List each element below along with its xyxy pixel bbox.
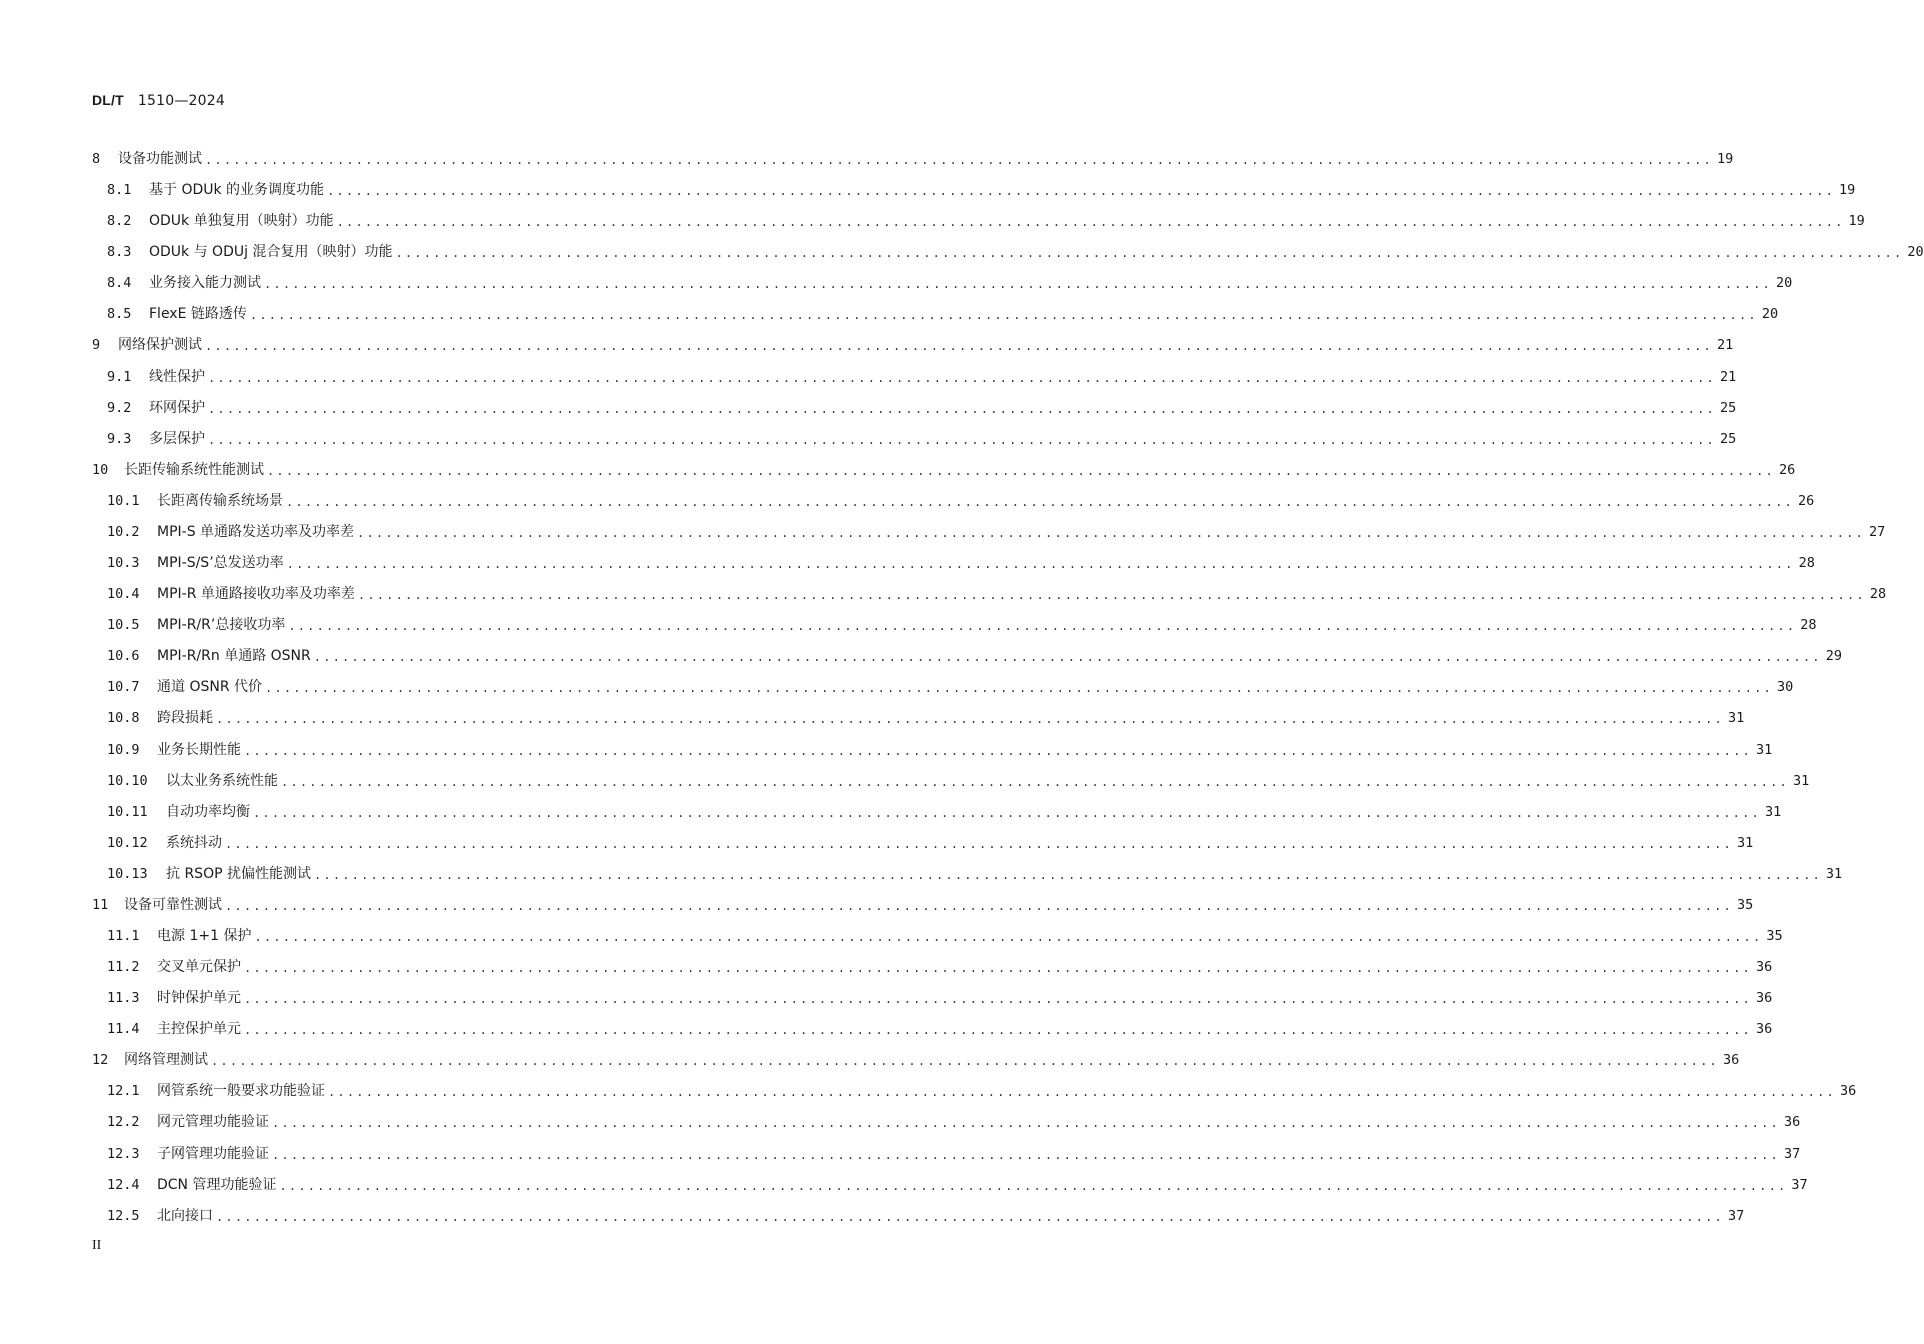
- toc-entry[interactable]: [107, 1109, 1801, 1131]
- toc-leader-dots: ................................................................................................................................................................: [208, 401, 1716, 416]
- toc-page-number: 36: [1783, 1114, 1801, 1131]
- toc-page-number: 28: [1798, 555, 1815, 572]
- toc-section-number: 8.4: [107, 275, 132, 292]
- toc-page-number: 35: [1766, 928, 1783, 944]
- toc-title: MPI-R 单通路接收功率及功率差: [157, 586, 355, 603]
- toc-page-number: 29: [1825, 648, 1842, 665]
- toc-leader-dots: ................................................................................................................................................................: [225, 898, 1733, 913]
- toc-entry[interactable]: [92, 892, 1754, 914]
- toc-title: 环网保护: [149, 399, 205, 416]
- toc-entry[interactable]: [107, 550, 1815, 572]
- toc-section-number: 10.6: [107, 648, 140, 665]
- toc-section-number: 12.4: [107, 1176, 140, 1193]
- toc-leader-dots: ................................................................................................................................................................: [265, 681, 1773, 696]
- toc-leader-dots: ................................................................................................................................................................: [205, 339, 1713, 354]
- toc-page-number: 31: [1755, 741, 1773, 758]
- toc-page-number: 25: [1719, 430, 1737, 447]
- toc-section-number: 8.1: [107, 182, 132, 199]
- toc-entry[interactable]: [107, 768, 1810, 790]
- toc-leader-dots: ................................................................................................................................................................: [216, 712, 1724, 727]
- toc-section-number: 10.4: [107, 586, 140, 603]
- toc-page-number: 35: [1736, 896, 1754, 913]
- toc-entry[interactable]: [107, 985, 1773, 1007]
- toc-page-number: 37: [1791, 1176, 1808, 1193]
- toc-title: 以太业务系统性能: [166, 772, 278, 789]
- toc-page-number: 37: [1783, 1145, 1801, 1162]
- toc-entry[interactable]: [92, 146, 1734, 168]
- toc-title: 北向接口: [157, 1207, 213, 1224]
- toc-entry[interactable]: [107, 239, 1924, 261]
- toc-section-number: 8.3: [107, 244, 132, 261]
- toc-entry[interactable]: [107, 488, 1815, 510]
- toc-title: FlexE 链路透传: [149, 306, 247, 323]
- page-number: II: [92, 1238, 102, 1253]
- toc-section-number: 12: [92, 1052, 109, 1069]
- toc-page-number: 26: [1797, 492, 1815, 509]
- toc-section-number: 10.5: [107, 617, 140, 634]
- toc-section-number: 9: [92, 337, 101, 354]
- toc-leader-dots: ................................................................................................................................................................: [244, 992, 1752, 1007]
- toc-section-number: 10.13: [107, 865, 148, 882]
- toc-section-number: 8.2: [107, 213, 132, 230]
- toc-title: 主控保护单元: [157, 1021, 241, 1038]
- toc-entry[interactable]: [107, 737, 1773, 759]
- toc-title: 子网管理功能验证: [157, 1145, 269, 1162]
- toc-entry[interactable]: [107, 1016, 1773, 1038]
- toc-title: 设备可靠性测试: [124, 896, 222, 913]
- toc-leader-dots: ................................................................................................................................................................: [395, 246, 1904, 261]
- toc-page-number: 31: [1764, 803, 1782, 820]
- toc-leader-dots: ................................................................................................................................................................: [357, 588, 1866, 603]
- toc-section-number: 10.10: [107, 772, 148, 789]
- toc-section-number: 10.12: [107, 834, 148, 851]
- toc-section-number: 10.2: [107, 523, 140, 540]
- toc-leader-dots: ................................................................................................................................................................: [244, 743, 1752, 758]
- toc-title: 系统抖动: [166, 834, 222, 851]
- toc-section-number: 10.7: [107, 679, 140, 696]
- toc-section-number: 9.1: [107, 368, 132, 385]
- toc-page-number: 36: [1755, 990, 1773, 1007]
- toc-section-number: 9.2: [107, 399, 132, 416]
- toc-title: 网络管理测试: [124, 1052, 208, 1069]
- toc-section-number: 12.3: [107, 1145, 140, 1162]
- toc-leader-dots: ................................................................................................................................................................: [288, 619, 1797, 634]
- toc-title: 网络保护测试: [118, 337, 202, 354]
- toc-section-number: 11.3: [107, 990, 140, 1007]
- toc-page-number: 28: [1800, 617, 1817, 634]
- toc-leader-dots: ................................................................................................................................................................: [336, 215, 1845, 230]
- toc-section-number: 8.5: [107, 306, 132, 323]
- toc-leader-dots: ................................................................................................................................................................: [264, 277, 1772, 292]
- toc-entry[interactable]: [107, 1078, 1857, 1100]
- toc-page-number: 31: [1825, 865, 1843, 882]
- toc-page-number: 19: [1848, 213, 1865, 230]
- toc-page-number: 31: [1727, 710, 1745, 727]
- toc-title: 多层保护: [149, 430, 205, 447]
- toc-title: DCN 管理功能验证: [157, 1176, 277, 1193]
- toc-title: 跨段损耗: [157, 710, 213, 727]
- toc-page-number: 36: [1755, 1021, 1773, 1038]
- toc-entry[interactable]: [107, 954, 1773, 976]
- toc-section-number: 10.3: [107, 555, 140, 572]
- toc-leader-dots: ................................................................................................................................................................: [281, 774, 1789, 789]
- toc-entry[interactable]: [107, 581, 1887, 603]
- toc-section-number: 11.1: [107, 928, 140, 944]
- toc-page-number: 20: [1775, 275, 1793, 292]
- toc-section-number: 8: [92, 151, 101, 167]
- toc-title: ODUk 单独复用（映射）功能: [149, 213, 334, 230]
- toc-entry[interactable]: [107, 1172, 1808, 1194]
- toc-page-number: 37: [1727, 1207, 1745, 1224]
- toc-title: 设备功能测试: [118, 151, 202, 167]
- toc-section-number: 10: [92, 461, 109, 478]
- toc-entry[interactable]: [107, 799, 1782, 821]
- toc-entry[interactable]: [107, 861, 1843, 883]
- toc-title: 长距传输系统性能测试: [124, 461, 264, 478]
- toc-leader-dots: ................................................................................................................................................................: [286, 494, 1794, 509]
- toc-title: 抗 RSOP 扰偏性能测试: [166, 865, 311, 882]
- toc-leader-dots: ................................................................................................................................................................: [208, 370, 1716, 385]
- toc-section-number: 12.1: [107, 1083, 140, 1100]
- toc-page-number: 28: [1869, 586, 1887, 603]
- toc-leader-dots: ................................................................................................................................................................: [328, 1085, 1836, 1100]
- toc-section-number: 9.3: [107, 430, 132, 447]
- toc-page-number: 25: [1719, 399, 1737, 416]
- toc-title: MPI-R/Rn 单通路 OSNR: [157, 648, 311, 665]
- toc-section-number: 11.2: [107, 959, 140, 976]
- toc-leader-dots: ................................................................................................................................................................: [313, 867, 1822, 882]
- toc-entry[interactable]: [92, 1047, 1740, 1069]
- toc-entry[interactable]: [107, 643, 1842, 665]
- toc-leader-dots: ................................................................................................................................................................: [267, 463, 1775, 478]
- toc-page-number: 27: [1868, 523, 1886, 540]
- toc-leader-dots: ................................................................................................................................................................: [327, 184, 1835, 199]
- toc-title: 自动功率均衡: [166, 803, 250, 820]
- standard-code: DL/T: [92, 92, 124, 108]
- toc-page-number: 20: [1761, 306, 1779, 323]
- toc-entry[interactable]: [92, 332, 1734, 354]
- toc-leader-dots: ................................................................................................................................................................: [244, 961, 1752, 976]
- toc-leader-dots: ................................................................................................................................................................: [272, 1147, 1780, 1162]
- toc-entry[interactable]: [107, 830, 1754, 852]
- toc-title: 长距离传输系统场景: [157, 492, 283, 509]
- toc-leader-dots: ................................................................................................................................................................: [313, 650, 1822, 665]
- toc-title: MPI-S/S’总发送功率: [157, 555, 284, 572]
- toc-title: 基于 ODUk 的业务调度功能: [149, 182, 325, 199]
- toc-section-number: 11.4: [107, 1021, 140, 1038]
- toc-entry[interactable]: [107, 1141, 1801, 1163]
- toc-leader-dots: ................................................................................................................................................................: [216, 1209, 1724, 1224]
- toc-entry[interactable]: [107, 395, 1737, 417]
- toc-entry[interactable]: [107, 705, 1745, 727]
- toc-title: MPI-R/R’总接收功率: [157, 617, 286, 634]
- toc-entry[interactable]: [107, 364, 1737, 386]
- toc-leader-dots: ................................................................................................................................................................: [279, 1178, 1788, 1193]
- toc-entry[interactable]: [107, 208, 1865, 230]
- toc-page-number: 26: [1778, 461, 1796, 478]
- toc-leader-dots: ................................................................................................................................................................: [208, 432, 1716, 447]
- toc-title: 线性保护: [149, 368, 205, 385]
- toc-page-number: 36: [1839, 1083, 1857, 1100]
- toc-page-number: 19: [1716, 151, 1734, 167]
- toc-entry[interactable]: [107, 270, 1793, 292]
- toc-page-number: 36: [1722, 1052, 1740, 1069]
- toc-title: 网元管理功能验证: [157, 1114, 269, 1131]
- toc-page-number: 31: [1736, 834, 1754, 851]
- toc-leader-dots: ................................................................................................................................................................: [225, 836, 1733, 851]
- toc-section-number: 12.2: [107, 1114, 140, 1131]
- toc-section-number: 10.1: [107, 492, 140, 509]
- toc-section-number: 10.11: [107, 803, 148, 820]
- toc-leader-dots: ................................................................................................................................................................: [249, 308, 1758, 323]
- toc-entry[interactable]: [107, 301, 1779, 323]
- toc-entry[interactable]: [107, 1203, 1745, 1225]
- toc-entry[interactable]: [107, 923, 1783, 945]
- toc-leader-dots: ................................................................................................................................................................: [253, 805, 1761, 820]
- toc-title: 网管系统一般要求功能验证: [157, 1083, 325, 1100]
- toc-page-number: 21: [1719, 368, 1737, 385]
- toc-page-number: 20: [1907, 244, 1924, 261]
- toc-section-number: 11: [92, 896, 109, 913]
- toc-leader-dots: ................................................................................................................................................................: [205, 153, 1713, 167]
- toc-entry[interactable]: [107, 674, 1794, 696]
- toc-title: 业务长期性能: [157, 741, 241, 758]
- toc-title: 业务接入能力测试: [149, 275, 261, 292]
- toc-leader-dots: ................................................................................................................................................................: [272, 1116, 1780, 1131]
- toc-title: 电源 1+1 保护: [157, 928, 252, 944]
- toc-leader-dots: ................................................................................................................................................................: [244, 1023, 1752, 1038]
- toc-entry[interactable]: [92, 457, 1796, 479]
- toc-leader-dots: ................................................................................................................................................................: [254, 930, 1763, 944]
- toc-title: ODUk 与 ODUj 混合复用（映射）功能: [149, 244, 393, 261]
- toc-entry[interactable]: [107, 519, 1886, 541]
- toc-page-number: 19: [1839, 182, 1856, 199]
- standard-number: 1510—2024: [137, 93, 225, 109]
- toc-leader-dots: ................................................................................................................................................................: [357, 525, 1865, 540]
- toc-leader-dots: ................................................................................................................................................................: [286, 557, 1795, 572]
- toc-entry[interactable]: [107, 612, 1817, 634]
- toc-title: 通道 OSNR 代价: [157, 679, 263, 696]
- toc-leader-dots: ................................................................................................................................................................: [211, 1054, 1719, 1069]
- toc-title: MPI-S 单通路发送功率及功率差: [157, 523, 355, 540]
- toc-section-number: 10.9: [107, 741, 140, 758]
- toc-title: 交叉单元保护: [157, 959, 241, 976]
- toc-page-number: 31: [1792, 772, 1810, 789]
- toc-page-number: 21: [1716, 337, 1734, 354]
- toc-section-number: 10.8: [107, 710, 140, 727]
- toc-page-number: 30: [1776, 679, 1794, 696]
- toc-title: 时钟保护单元: [157, 990, 241, 1007]
- toc-entry[interactable]: [107, 426, 1737, 448]
- toc-entry[interactable]: [107, 177, 1856, 199]
- toc-section-number: 12.5: [107, 1207, 140, 1224]
- toc-page-number: 36: [1755, 959, 1773, 976]
- document-header: [92, 92, 225, 109]
